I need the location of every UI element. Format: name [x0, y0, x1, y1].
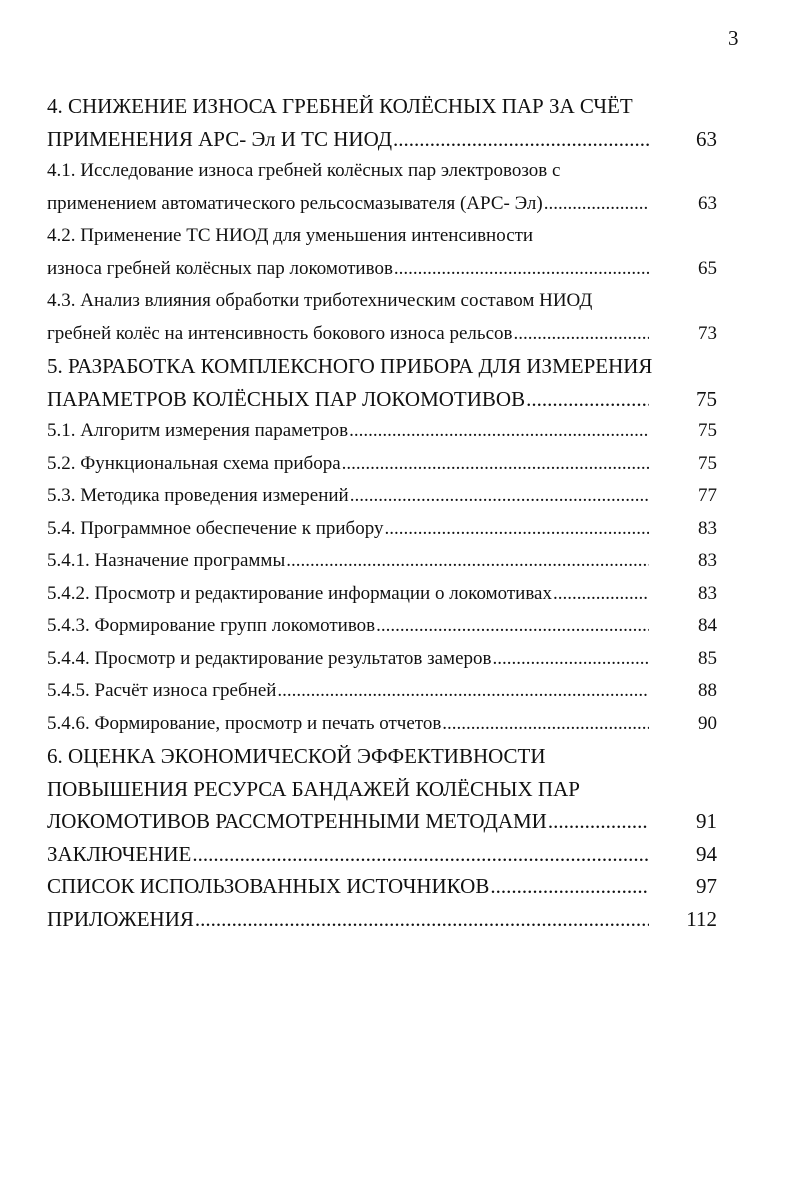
toc-entry-last-line [47, 123, 717, 156]
toc-entry [47, 610, 717, 643]
toc-entry-line [47, 285, 717, 318]
toc-page-number: 65 [698, 257, 717, 279]
toc-entry-title: ПРИМЕНЕНИЯ АРС- Эл И ТС НИОД [47, 126, 393, 151]
dot-leader [394, 253, 649, 286]
toc-entry-title: 5.3. Методика проведения измерений [47, 485, 349, 506]
toc-entry-title: 4.1. Исследование износа гребней колёсных пар электровозов с [47, 160, 561, 181]
dot-leader [286, 545, 649, 578]
toc-entry-last-line [47, 578, 717, 611]
toc-entry-title: гребней колёс на интенсивность бокового износа рельсов [47, 322, 513, 344]
toc-entry-last-line [47, 805, 717, 838]
page-number: 3 [728, 26, 739, 50]
toc-entry [47, 675, 717, 708]
toc-entry [47, 870, 717, 903]
toc-entry [47, 415, 717, 448]
toc-page-number: 63 [698, 192, 717, 214]
toc-entry-last-line [47, 903, 717, 936]
toc-entry [47, 90, 717, 155]
toc-entry-line [47, 90, 717, 123]
dot-leader [490, 870, 649, 903]
toc-entry-title: СПИСОК ИСПОЛЬЗОВАННЫХ ИСТОЧНИКОВ [47, 874, 490, 898]
toc-entry-title: 4. СНИЖЕНИЕ ИЗНОСА ГРЕБНЕЙ КОЛЁСНЫХ ПАР ЗА СЧЁТ [47, 94, 633, 118]
dot-leader [442, 708, 649, 741]
toc-entry-last-line [47, 318, 717, 351]
toc-entry-last-line [47, 610, 717, 643]
toc-entry-title: 5.4.2. Просмотр и редактирование информации о локомотивах [47, 582, 552, 604]
toc-entry [47, 448, 717, 481]
toc-entry [47, 480, 717, 513]
toc-page-number: 83 [698, 517, 717, 539]
dot-leader [513, 318, 649, 351]
dot-leader [350, 480, 649, 513]
toc-entry-line [47, 773, 717, 806]
toc-entry-line [47, 350, 717, 383]
toc-entry [47, 740, 717, 838]
toc-page-number: 83 [698, 550, 717, 571]
toc-entry [47, 545, 717, 578]
toc-entry-last-line [47, 448, 717, 481]
dot-leader [277, 675, 649, 708]
toc-entry-title: ПОВЫШЕНИЯ РЕСУРСА БАНДАЖЕЙ КОЛЁСНЫХ ПАР [47, 776, 580, 801]
toc-page-number: 97 [696, 874, 717, 898]
toc-page-number: 75 [696, 386, 717, 411]
toc-entry-line [47, 155, 717, 188]
toc-page-number: 77 [698, 485, 717, 506]
toc-entry-title: 4.2. Применение ТС НИОД для уменьшения интенсивности [47, 225, 534, 246]
toc-page-number: 94 [696, 841, 717, 866]
toc-entry-last-line [47, 415, 717, 448]
dot-leader [349, 415, 649, 448]
toc-entry [47, 155, 717, 220]
table-of-contents [47, 90, 717, 935]
toc-page-number: 85 [698, 647, 717, 669]
toc-page-number: 91 [696, 809, 717, 833]
toc-entry-title: 5.4.3. Формирование групп локомотивов [47, 615, 376, 636]
toc-entry [47, 903, 717, 936]
toc-entry-last-line [47, 545, 717, 578]
toc-entry-title: ЗАКЛЮЧЕНИЕ [47, 841, 192, 866]
toc-entry-last-line [47, 838, 717, 871]
dot-leader [553, 578, 649, 611]
toc-entry-title: 5.4.4. Просмотр и редактирование результатов замеров [47, 647, 492, 669]
toc-entry-last-line [47, 480, 717, 513]
toc-page-number: 90 [698, 712, 717, 734]
dot-leader [384, 513, 649, 546]
toc-entry-last-line [47, 253, 717, 286]
toc-entry-last-line [47, 383, 717, 416]
toc-entry-last-line [47, 513, 717, 546]
toc-entry [47, 578, 717, 611]
toc-page-number: 73 [698, 322, 717, 344]
toc-page-number: 63 [696, 126, 717, 151]
toc-entry-title: ПРИЛОЖЕНИЯ [47, 906, 194, 931]
toc-page-number: 75 [698, 420, 717, 441]
toc-entry [47, 285, 717, 350]
toc-entry-title: применением автоматического рельсосмазывателя (АРС- Эл) [47, 192, 543, 214]
toc-entry-title: 5.4.6. Формирование, просмотр и печать отчетов [47, 712, 442, 734]
dot-leader [195, 903, 649, 936]
toc-entry-title: 5.4. Программное обеспечение к прибору [47, 517, 384, 539]
toc-entry-title: 5. РАЗРАБОТКА КОМПЛЕКСНОГО ПРИБОРА ДЛЯ ИЗМЕРЕНИЯ [47, 354, 653, 378]
toc-entry-last-line [47, 708, 717, 741]
toc-entry-title: износа гребней колёсных пар локомотивов [47, 257, 393, 279]
toc-page-number: 83 [698, 582, 717, 604]
toc-entry-title: 5.4.1. Назначение программы [47, 550, 286, 571]
toc-entry-line [47, 220, 717, 253]
toc-entry-last-line [47, 870, 717, 903]
dot-leader [376, 610, 649, 643]
toc-entry-last-line [47, 643, 717, 676]
toc-entry [47, 643, 717, 676]
toc-entry [47, 708, 717, 741]
toc-entry-title: ЛОКОМОТИВОВ РАССМОТРЕННЫМИ МЕТОДАМИ [47, 809, 547, 833]
toc-page-number: 75 [698, 452, 717, 474]
dot-leader [526, 383, 649, 416]
toc-entry-title: 6. ОЦЕНКА ЭКОНОМИЧЕСКОЙ ЭФФЕКТИВНОСТИ [47, 744, 546, 768]
dot-leader [393, 123, 649, 156]
dot-leader [192, 838, 649, 871]
dot-leader [544, 188, 649, 221]
toc-entry [47, 838, 717, 871]
toc-entry [47, 350, 717, 415]
toc-entry-last-line [47, 188, 717, 221]
toc-entry-last-line [47, 675, 717, 708]
toc-entry-title: 5.2. Функциональная схема прибора [47, 452, 341, 474]
toc-entry-line [47, 740, 717, 773]
toc-page-number: 88 [698, 680, 717, 701]
toc-entry-title: 5.1. Алгоритм измерения параметров [47, 420, 349, 441]
toc-entry [47, 513, 717, 546]
toc-entry-title: 4.3. Анализ влияния обработки триботехническим составом НИОД [47, 290, 593, 311]
toc-page-number: 84 [698, 615, 717, 636]
toc-entry-title: ПАРАМЕТРОВ КОЛЁСНЫХ ПАР ЛОКОМОТИВОВ [47, 386, 526, 411]
toc-entry-title: 5.4.5. Расчёт износа гребней [47, 680, 277, 701]
dot-leader [548, 805, 649, 838]
toc-page-number: 112 [686, 906, 717, 931]
dot-leader [342, 448, 649, 481]
dot-leader [493, 643, 650, 676]
toc-entry [47, 220, 717, 285]
